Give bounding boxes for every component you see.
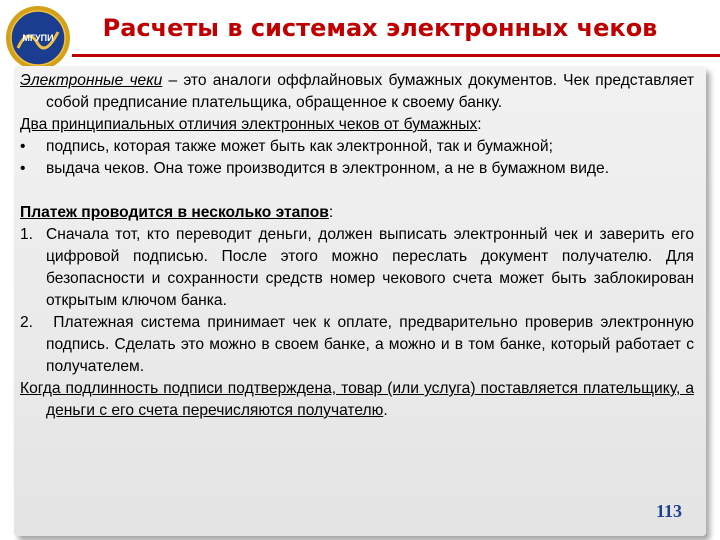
slide-body — [20, 70, 694, 422]
stages-heading: Платеж проводится в несколько этапов — [20, 204, 329, 221]
differences-heading: Два принципиальных отличия электронных чеков от бумажных — [20, 116, 478, 133]
final-text: Когда подлинность подписи подтверждена, товар (или услуга) поставляется плательщику, а деньги с его счета перечисляются получателю — [20, 380, 694, 419]
step-number: 2. — [20, 314, 34, 331]
logo-text: МГУПИ — [22, 33, 54, 43]
step-item — [20, 312, 694, 378]
definition-paragraph — [20, 70, 694, 114]
title-divider — [72, 54, 720, 57]
list-item — [20, 158, 694, 180]
stages-colon: : — [328, 204, 334, 221]
step-text: Платежная система принимает чек к оплате, предварительно проверив электронную подпись. Сделать это можно в своем банке, а можно и в том банке, который работает с получателем. — [46, 314, 694, 375]
bullet-icon: • — [20, 160, 26, 177]
bullet-text: подпись, которая также может быть как электронной, так и бумажной; — [46, 138, 553, 155]
page-number: 113 — [655, 501, 682, 521]
term-electronic-checks: Электронные чеки — [20, 72, 163, 89]
step-item — [20, 224, 694, 312]
definition-text: – это аналоги оффлайновых бумажных документов. Чек представляет собой предписание плательщика, обращенное к своему банку. — [46, 72, 694, 111]
step-text: Сначала тот, кто переводит деньги, должен выписать электронный чек и заверить его цифровой подписью. После этого можно переслать документ получателю. Для безопасности и сохранности средств номер чекового счета может быть заблокирован открытым ключом банка. — [46, 226, 694, 309]
final-paragraph — [20, 378, 694, 422]
bullet-icon: • — [20, 138, 26, 155]
stages-heading-line — [20, 202, 694, 224]
list-item — [20, 136, 694, 158]
final-period: . — [383, 402, 388, 419]
bullet-text: выдача чеков. Она тоже производится в электронном, а не в бумажном виде. — [46, 160, 610, 177]
differences-heading-line — [20, 114, 694, 136]
university-logo — [4, 4, 72, 72]
step-number: 1. — [20, 226, 34, 243]
page-title: Расчеты в системах электронных чеков — [102, 14, 658, 42]
differences-colon: : — [477, 116, 482, 133]
